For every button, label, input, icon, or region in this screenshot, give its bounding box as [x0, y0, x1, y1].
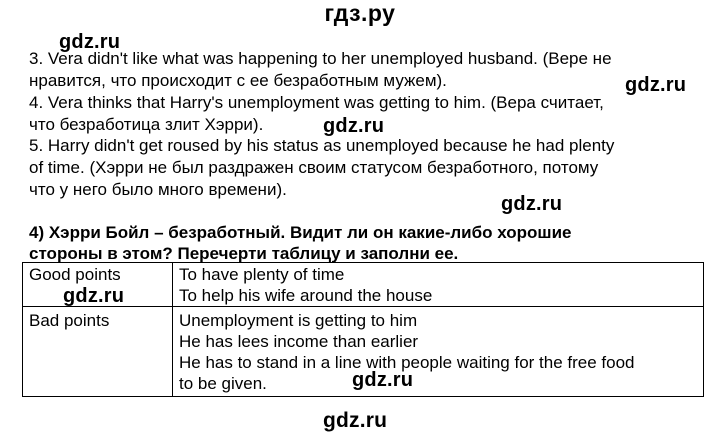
- table-row: [23, 307, 704, 397]
- answer-item-5-line-2: of time. (Хэрри не был раздражен своим статусом безработного, потому: [29, 158, 599, 177]
- answer-item-3-line-1: 3. Vera didn't like what was happening to her unemployed husband. (Вере не: [29, 49, 612, 68]
- watermark: gdz.ru: [323, 115, 385, 137]
- points-table: [22, 262, 704, 397]
- list-item: To help his wife around the house: [179, 286, 433, 305]
- site-title: гдз.ру: [324, 0, 396, 26]
- list-item: He has lees income than earlier: [179, 332, 419, 351]
- list-item: To have plenty of time: [179, 265, 345, 284]
- bad-points-cell: [173, 307, 704, 397]
- answer-item-4-line-1: 4. Vera thinks that Harry's unemployment was getting to him. (Вера считает,: [29, 93, 604, 112]
- watermark: gdz.ru: [625, 74, 687, 96]
- answer-item-3-line-2: нравится, что происходит с ее безработным мужем).: [29, 71, 447, 90]
- list-item: Unemployment is getting to him: [179, 311, 418, 330]
- list-item: to be given.: [179, 374, 267, 393]
- table-row: [23, 263, 704, 307]
- good-points-label: Good points: [23, 263, 173, 307]
- watermark: gdz.ru: [63, 285, 125, 307]
- task-heading-line-1: 4) Хэрри Бойл – безработный. Видит ли он какие-либо хорошие: [29, 223, 572, 242]
- answer-item-4-line-2: что безработица злит Хэрри).: [29, 115, 264, 134]
- list-item: He has to stand in a line with people waiting for the free food: [179, 353, 635, 372]
- watermark: gdz.ru: [501, 193, 563, 215]
- watermark: gdz.ru: [59, 31, 121, 53]
- watermark: gdz.ru: [352, 369, 414, 391]
- answer-item-5-line-1: 5. Harry didn't get roused by his status as unemployed because he had plenty: [29, 136, 615, 155]
- good-points-cell: [173, 263, 704, 307]
- watermark: gdz.ru: [323, 409, 388, 432]
- bad-points-label: Bad points: [23, 307, 173, 397]
- task-heading-line-2: стороны в этом? Перечерти таблицу и заполни ее.: [29, 244, 459, 263]
- answer-item-5-line-3: что у него было много времени).: [29, 180, 287, 199]
